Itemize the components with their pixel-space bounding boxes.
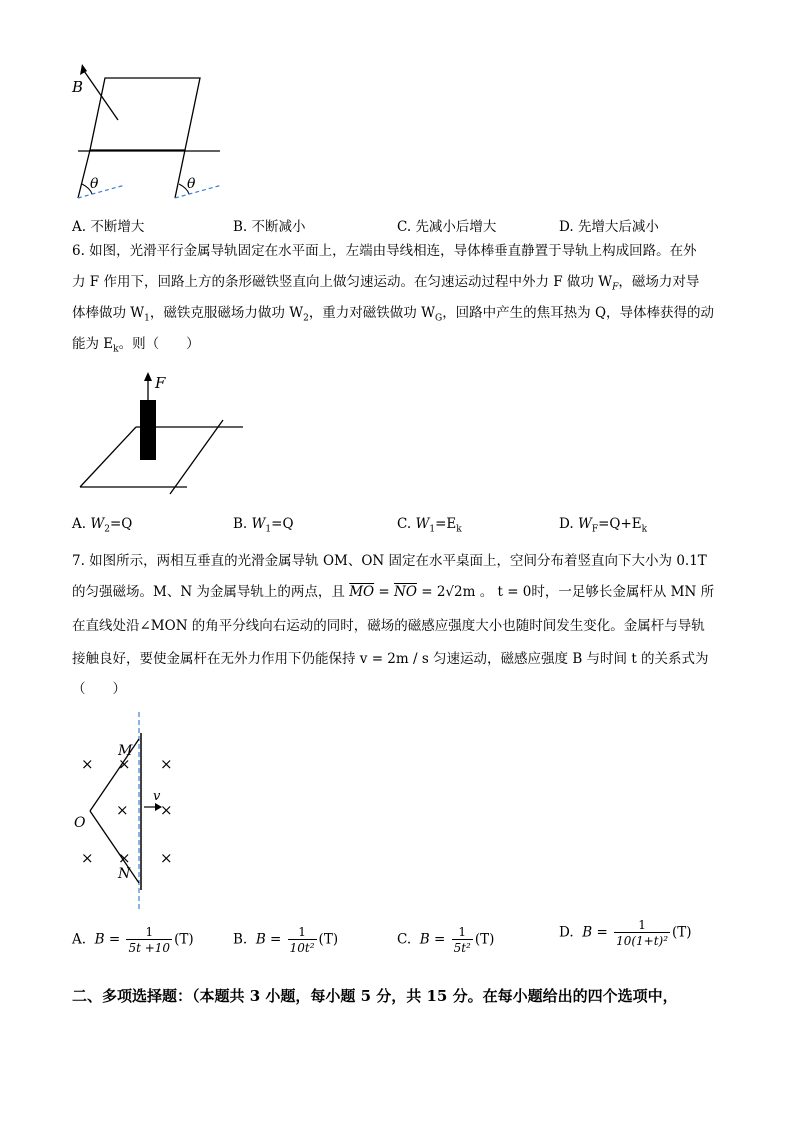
q6-option-a: A. $W_2=Q$ (72, 516, 133, 535)
q6-line2: 力 F 作用下，回路上方的条形磁铁竖直向上做匀速运动。在匀速运动过程中外力 F 做功 $W_F$，磁场力对导 (72, 274, 700, 293)
q7-label-O: O (74, 815, 86, 831)
q5-label-theta-left: θ (90, 176, 99, 192)
q7-option-d: D. B = $\frac{1}{\text{10(1+t)²}}$ (T) (559, 918, 692, 948)
q7-line4: 接触良好，要使金属杆在无外力作用下仍能保持 v = 2m / s 匀速运动，磁感应强度 B 与时间 t 的关系式为 (72, 651, 709, 667)
q7-x-7: × (118, 849, 131, 867)
q7-x-5: × (160, 801, 173, 819)
q7-option-b: B. B = $\frac{1}{\text{10t²}}$ (T) (233, 925, 339, 955)
q7-line1: 7. 如图所示，两相互垂直的光滑金属导轨 OM、ON 固定在水平桌面上，空间分布着竖直向下大小为 0.1T (72, 553, 707, 569)
q6-label-F: F (155, 374, 166, 392)
q5-label-theta-right: θ (187, 176, 196, 192)
q6-option-b: B. $W_1=Q$ (233, 516, 294, 535)
q7-x-2: × (118, 755, 131, 773)
q6-line3: 体棒做功 $W_1$，磁铁克服磁场力做功 $W_2$，重力对磁铁做功 $W_G$，回路中产生的焦耳热为 Q，导体棒获得的动 (72, 305, 715, 324)
q5-option-b: B. 不断减小 (233, 219, 306, 235)
q5-option-d: D. 先增大后减小 (559, 219, 659, 235)
q7-label-v: v (153, 789, 161, 804)
q7-line2: 的匀强磁场。M、N 为金属导轨上的两点，且 $\overline{MO} = \overline{NO} = 2√2m$ 。 t = 0时，一足够长金属杆从 MN 所 (72, 584, 715, 600)
q5-label-B: B (72, 78, 84, 96)
q5-option-a: A. 不断增大 (72, 219, 145, 235)
q7-x-8: × (160, 849, 173, 867)
q7-line5: （ ） (72, 681, 126, 697)
q5-option-c: C. 先减小后增大 (397, 219, 497, 235)
q6-line1: 6. 如图，光滑平行金属导轨固定在水平面上，左端由导线相连，导体棒垂直静置于导轨上构成回路。在外 (72, 243, 697, 259)
q7-x-6: × (81, 849, 94, 867)
q5-figure (70, 60, 230, 200)
q7-x-3: × (160, 755, 173, 773)
q7-label-N: N (118, 866, 131, 882)
q7-option-c: C. B = $\frac{1}{\text{5t²}}$ (T) (397, 925, 495, 955)
q7-option-a: A. B = $\frac{1}{5t +10}$ (T) (72, 925, 194, 955)
q7-x-1: × (81, 755, 94, 773)
q7-x-4: × (116, 801, 129, 819)
q7-line3: 在直线处沿∠MON 的角平分线向右运动的同时，磁场的磁感应强度大小也随时间发生变化。金属杆与导轨 (72, 618, 705, 634)
q6-figure (75, 370, 250, 495)
q6-option-c: C. $W_1=E_k$ (397, 516, 462, 535)
q7-figure (70, 710, 190, 915)
q6-line4: 能为 $E_k$。则（ ） (72, 336, 200, 355)
section2-header: 二、多项选择题：（本题共 3 小题，每小题 5 分，共 15 分。在每小题给出的四个选项中， (72, 987, 678, 1005)
q6-option-d: D. $W_F=Q+E_k$ (559, 516, 648, 535)
q7-label-M: M (118, 743, 133, 759)
